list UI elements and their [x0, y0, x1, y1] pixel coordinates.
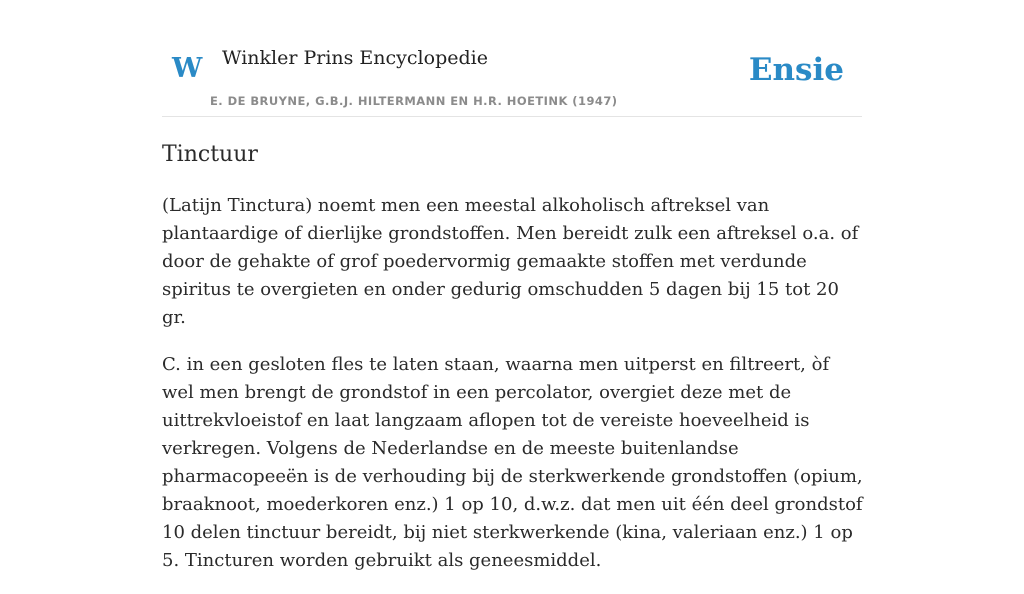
article-paragraph: (Latijn Tinctura) noemt men een meestal alkoholisch aftreksel van plantaardige of dierlijke grondstoffen. Men bereidt zulk een aftreksel o.a. of door de gehakte of grof poedervormig gemaakte stoffen met verdunde spiritus te overgieten en onder gedurig omschudden 5 dagen bij 15 tot 20 gr.: [162, 195, 859, 328]
encyclopedia-header: [162, 0, 862, 117]
encyclopedia-title[interactable]: Winkler Prins Encyclopedie: [222, 47, 488, 69]
article-paragraph: C. in een gesloten fles te laten staan, waarna men uitperst en filtreert, òf wel men brengt de grondstof in een percolator, overgiet deze met de uittrekvloeistof en laat langzaam aflopen tot de vereiste hoeveelheid is verkregen. Volgens de Nederlandse en de meeste buitenlandse pharmacopeeën is de verhouding bij de sterkwerkende grondstoffen (opium, braaknoot, moederkoren enz.) 1 op 10, d.w.z. dat men uit één deel grondstof 10 delen tinctuur bereidt, bij niet sterkwerkende (kina, valeriaan enz.) 1 op 5. Tincturen worden gebruikt als geneesmiddel.: [162, 354, 863, 571]
ensie-logo[interactable]: Ensie: [748, 52, 844, 88]
encyclopedia-authors: E. DE BRUYNE, G.B.J. HILTERMANN EN H.R. HOETINK (1947): [210, 94, 618, 108]
article-body: [162, 192, 864, 594]
winkler-prins-logo[interactable]: W: [172, 53, 203, 84]
article-title: Tinctuur: [162, 142, 258, 167]
